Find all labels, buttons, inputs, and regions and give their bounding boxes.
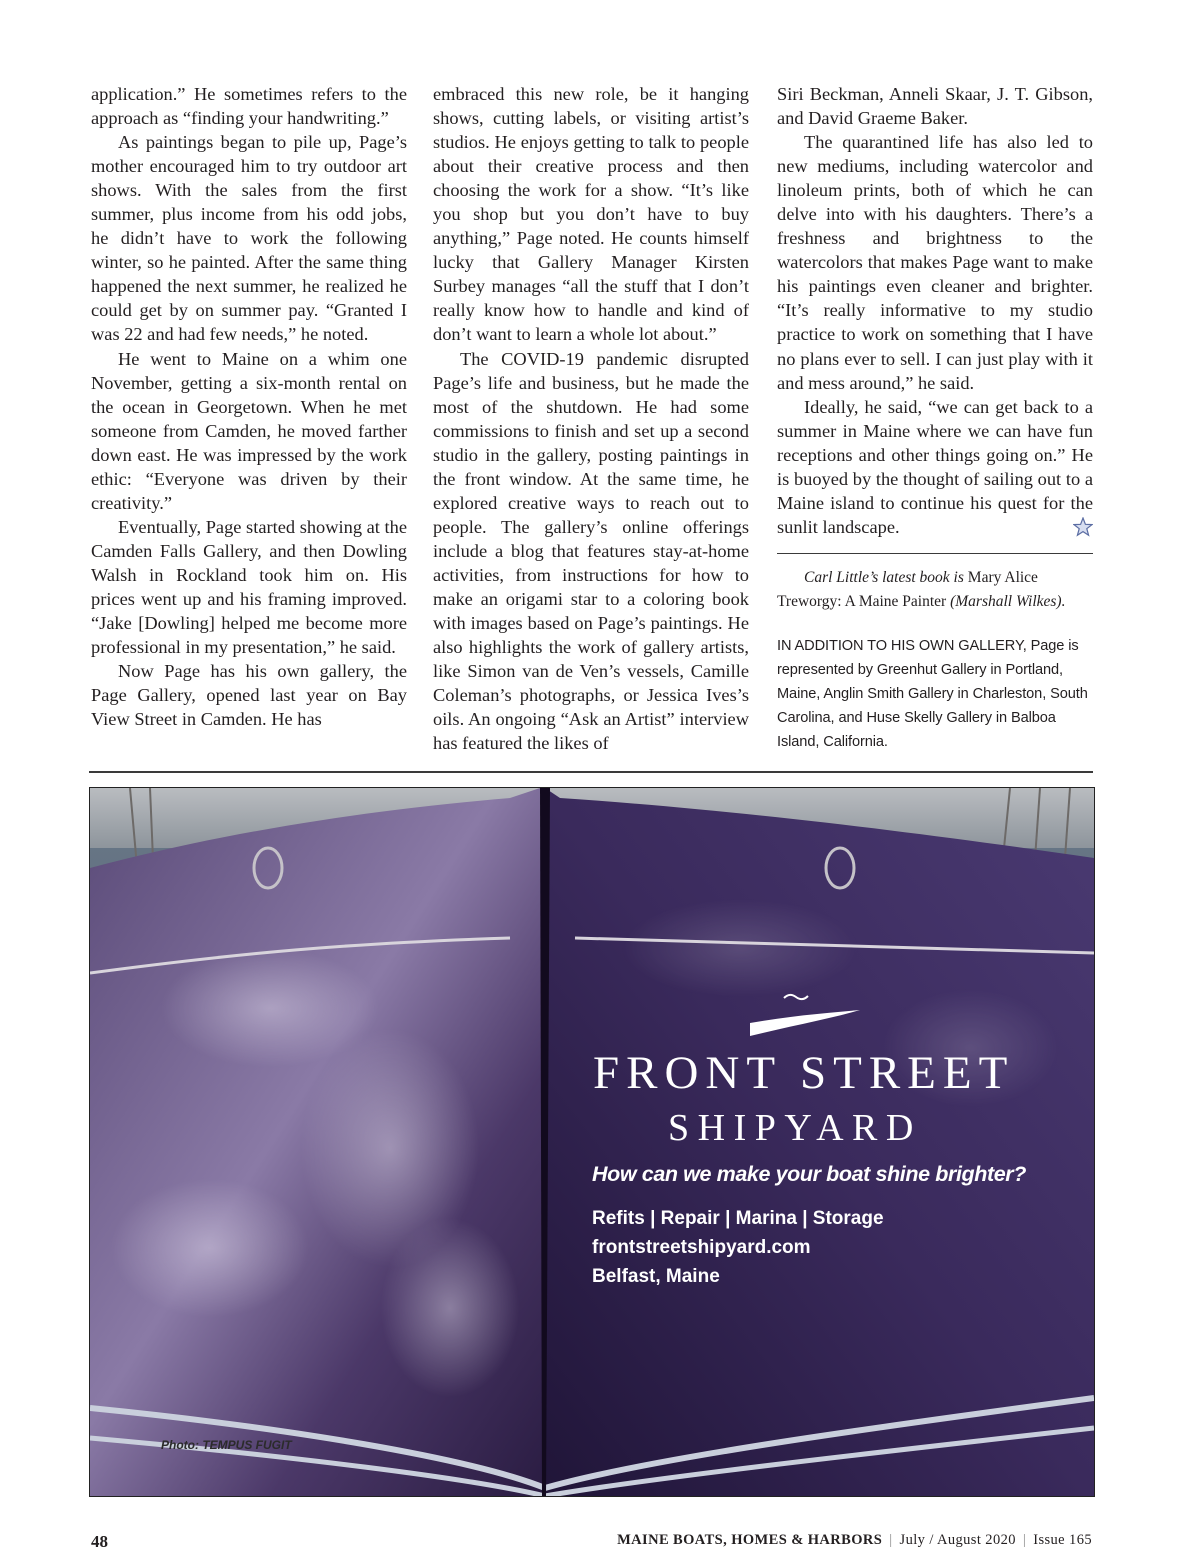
paragraph: application.” He sometimes refers to the approach as “finding your handwriting.” xyxy=(91,84,407,129)
issue-number: Issue 165 xyxy=(1033,1532,1092,1548)
article-column-2 xyxy=(433,82,749,755)
magazine-title: MAINE BOATS, HOMES & HARBORS xyxy=(617,1532,883,1548)
sidebar-body: Page is represented by Greenhut Gallery in Portland, Maine, Anglin Smith Gallery in Charleston, South Carolina, and Huse Skelly Gallery in Balboa Island, California. xyxy=(777,637,1088,750)
page-number: 48 xyxy=(91,1532,108,1551)
brand-name-line-1: FRONT STREET xyxy=(593,1047,1015,1099)
sidebar-lead: IN ADDITION TO HIS OWN GALLERY, xyxy=(777,637,1027,654)
book-title: Mary Alice Treworgy: A Maine Painter xyxy=(777,568,1038,610)
divider xyxy=(777,553,1093,554)
services-list: Refits | Repair | Marina | Storage xyxy=(592,1208,884,1229)
article-column-3 xyxy=(777,82,1093,754)
brand-name-line-2: SHIPYARD xyxy=(668,1107,922,1149)
paragraph: The quarantined life has also led to new mediums, including watercolor and linoleum prints, both of which he can delve into with his daughters. There’s a freshness and brightness to the watercolors that makes Page want to make his paintings even cleaner and brighter. “It’s really informative to my studio practice to work on something that I have no plans ever to sell. I can just play with it and mess around,” he said. xyxy=(777,132,1093,393)
boat-hull-photo xyxy=(90,788,1094,1496)
running-footer: MAINE BOATS, HOMES & HARBORS | July / August 2020 | Issue 165 xyxy=(617,1532,1092,1548)
article-column-1 xyxy=(91,82,407,731)
shipyard-advertisement xyxy=(89,787,1095,1497)
paragraph xyxy=(777,395,1093,539)
paragraph-text: Ideally, he said, “we can get back to a summer in Maine where we can have fun receptions and other things going on.” He is buoyed by the thought of sailing out to a Maine island to continue his quest for the sunlit landscape. xyxy=(777,396,1093,537)
issue-date: July / August 2020 xyxy=(899,1532,1016,1548)
bio-text: Carl Little’s latest book is xyxy=(804,568,968,586)
paragraph: As paintings began to pile up, Page’s mother encouraged him to try outdoor art shows. With the sales from the first summer, plus income from his odd jobs, he didn’t have to work the following winter, so he painted. After the same thing happened the next summer, he realized he could get by on summer pay. “Granted I was 22 and had few needs,” he noted. xyxy=(91,132,407,345)
author-bio xyxy=(777,566,1093,614)
section-divider xyxy=(89,771,1093,773)
star-icon xyxy=(1046,517,1093,543)
gallery-sidebar xyxy=(777,634,1093,754)
paragraph: The COVID-19 pandemic disrupted Page’s life and business, but he made the most of the shutdown. He had some commissions to finish and set up a second studio in the gallery, posting paintings in the front window. At the same time, he explored creative ways to reach out to people. The gallery’s online offerings include a blog that features stay-at-home activities, from instructions for how to make an origami star to a coloring book with images based on Page’s paintings. He also highlights the work of gallery artists, like Simon van de Ven’s vessels, Camille Coleman’s photographs, or Jessica Ives’s oils. An ongoing “Ask an Artist” interview has featured the likes of xyxy=(433,348,749,754)
ad-details xyxy=(592,1204,884,1291)
paragraph: embraced this new role, be it hanging shows, cutting labels, or visiting artist’s studios. He enjoys getting to talk to people about their creative process and then choosing the work for a show. “It’s like you shop but you don’t have to buy anything,” Page noted. He counts himself lucky that Gallery Manager Kirsten Surbey manages “all the stuff that I don’t really know how to handle and kind of don’t want to learn a whole lot about.” xyxy=(433,84,749,345)
publisher: (Marshall Wilkes). xyxy=(946,592,1066,610)
ad-tagline: How can we make your boat shine brighter? xyxy=(592,1162,1026,1186)
paragraph: Siri Beckman, Anneli Skaar, J. T. Gibson, and David Graeme Baker. xyxy=(777,84,1093,129)
paragraph: He went to Maine on a whim one November, getting a six-month rental on the ocean in Georgetown. When he met someone from Camden, he moved farther down east. He was impressed by the work ethic: “Everyone was driven by their creativity.” xyxy=(91,348,407,513)
paragraph: Eventually, Page started showing at the Camden Falls Gallery, and then Dowling Walsh in Rockland took him on. His prices went up and his framing improved. “Jake [Dowling] helped me become more professional in my presentation,” he said. xyxy=(91,516,407,658)
photo-credit: Photo: TEMPUS FUGIT xyxy=(161,1438,292,1452)
website-link[interactable]: frontstreetshipyard.com xyxy=(592,1237,811,1258)
location: Belfast, Maine xyxy=(592,1266,720,1287)
paragraph: Now Page has his own gallery, the Page Gallery, opened last year on Bay View Street in Camden. He has xyxy=(91,661,407,730)
